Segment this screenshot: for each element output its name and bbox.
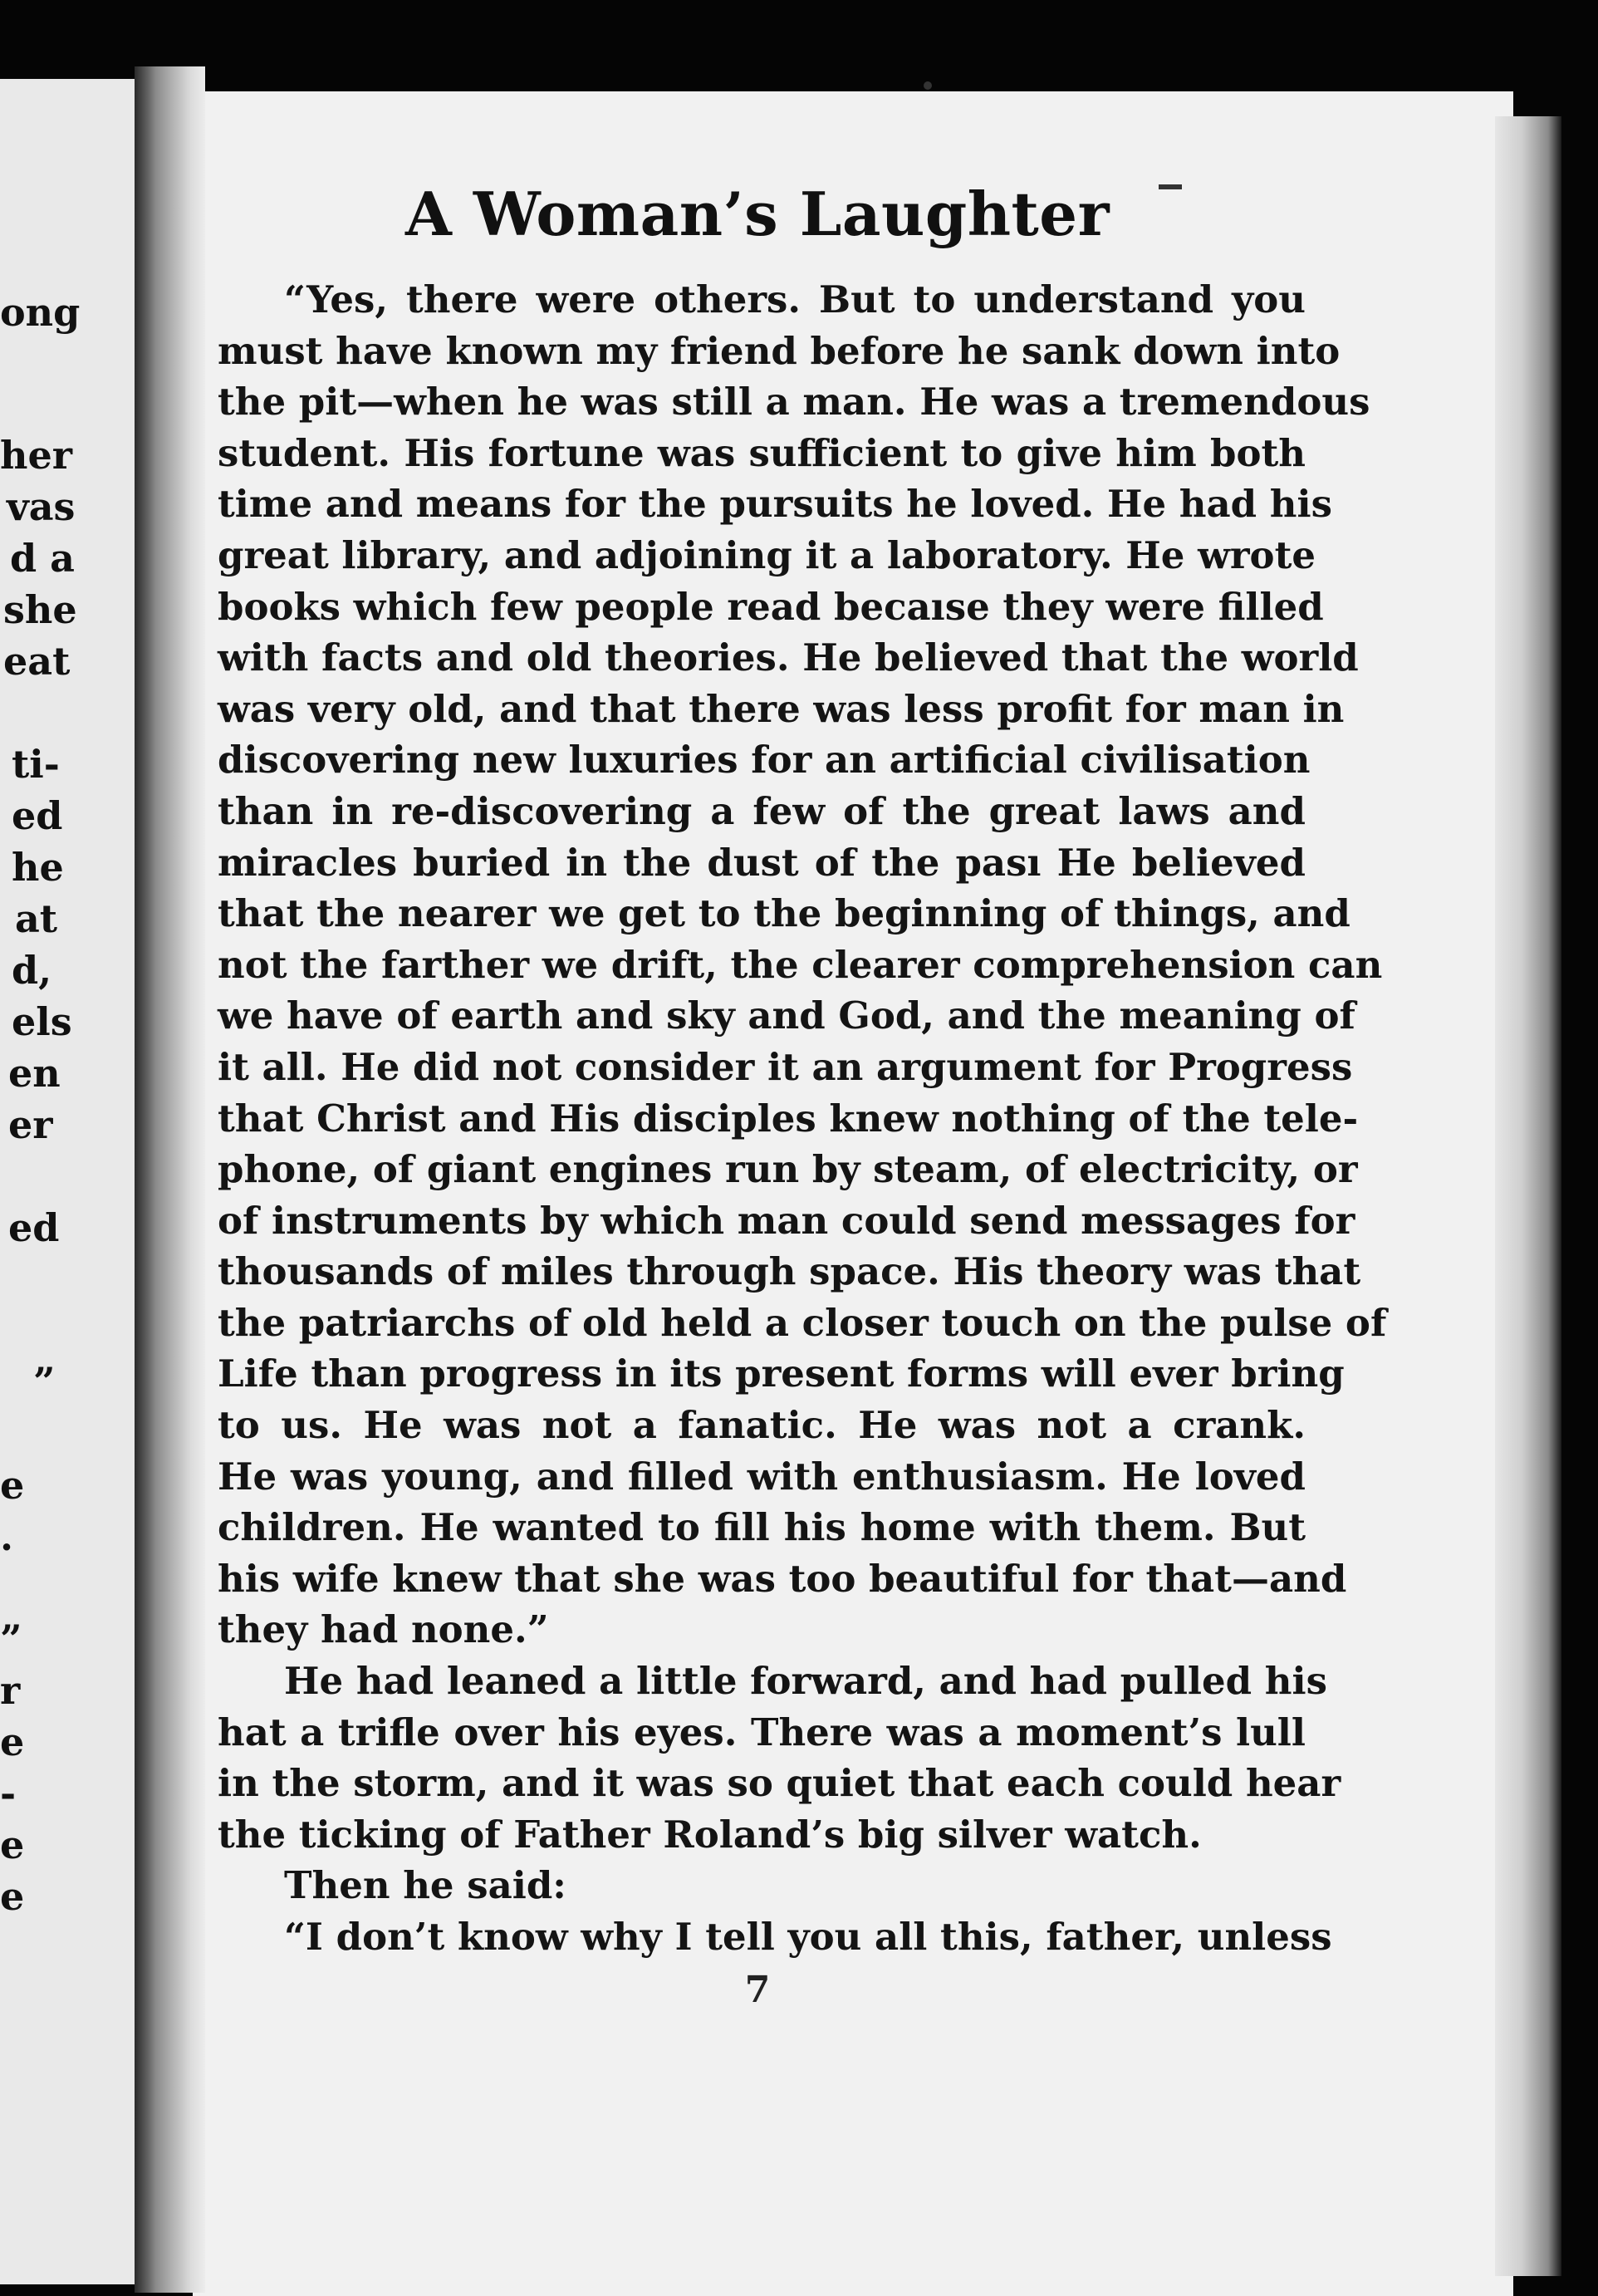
text-line: we have of earth and sky and God, and the meaning of: [218, 993, 1355, 1038]
text-line: miracles buried in the dust of the pası He believed: [218, 840, 1306, 885]
left-fragment: r: [0, 1668, 21, 1713]
text-line: was very old, and that there was less profit for man in: [218, 686, 1345, 731]
body-text: [218, 274, 1387, 1963]
left-fragment: e: [0, 1874, 25, 1919]
page-edge-shadow: [1495, 116, 1561, 2276]
text-line: He had leaned a little forward, and had pulled his: [284, 1659, 1327, 1704]
left-fragment: er: [8, 1102, 53, 1147]
text-line: discovering new luxuries for an artificial civilisation: [218, 738, 1311, 783]
text-line: hat a trifle over his eyes. There was a moment’s lull: [218, 1710, 1306, 1754]
text-line: of instruments by which man could send messages for: [218, 1198, 1355, 1243]
left-fragment: she: [3, 587, 77, 632]
left-fragment: eat: [3, 639, 71, 684]
left-fragment: d a: [10, 536, 75, 581]
text-line: that Christ and His disciples knew nothing of the tele-: [218, 1096, 1359, 1141]
binding-gutter: [135, 66, 205, 2293]
left-fragment: e: [0, 1720, 25, 1764]
left-fragment: ong: [0, 290, 81, 335]
print-speck: [924, 81, 932, 90]
text-line: must have known my friend before he sank down into: [218, 328, 1341, 373]
left-fragment: ”: [33, 1359, 56, 1404]
text-line: they had none.”: [218, 1607, 549, 1652]
left-fragment: d,: [12, 948, 52, 993]
left-fragment: her: [0, 433, 72, 478]
left-fragment: els: [12, 999, 72, 1044]
left-fragment: .: [0, 1514, 14, 1559]
text-line: books which few people read becaıse they were filled: [218, 584, 1324, 629]
left-fragment: ti-: [12, 742, 60, 787]
text-line: the pit—when he was still a man. He was a tremendous: [218, 380, 1370, 424]
text-line: than in re-discovering a few of the great laws and: [218, 788, 1306, 833]
text-line: not the farther we drift, the clearer comprehension can: [218, 942, 1383, 987]
text-line: He was young, and filled with enthusiasm. He loved: [218, 1454, 1306, 1499]
text-line: the patriarchs of old held a closer touch on the pulse of: [218, 1300, 1387, 1345]
text-line: Then he said:: [284, 1863, 566, 1908]
page-number: 7: [744, 1969, 771, 2011]
text-line: thousands of miles through space. His theory was that: [218, 1249, 1361, 1294]
text-line: “I don’t know why I tell you all this, father, unless: [284, 1915, 1332, 1959]
text-line: with facts and old theories. He believed that the world: [218, 635, 1359, 680]
left-fragment: vas: [7, 484, 76, 529]
left-fragment: ed: [12, 793, 63, 838]
left-fragment: en: [8, 1051, 61, 1096]
text-line: to us. He was not a fanatic. He was not a crank.: [218, 1403, 1306, 1448]
text-line: “Yes, there were others. But to understand you: [284, 277, 1306, 321]
left-fragment: -: [0, 1771, 17, 1816]
left-fragment: e: [0, 1823, 25, 1867]
text-line: the ticking of Father Roland’s big silver watch.: [218, 1812, 1202, 1857]
page-title: A Woman’s Laughter: [404, 179, 1110, 249]
text-line: his wife knew that she was too beautiful for that—and: [218, 1556, 1347, 1601]
left-fragment: ”: [0, 1617, 22, 1661]
text-line: time and means for the pursuits he loved. He had his: [218, 482, 1332, 527]
text-line: it all. He did not consider it an argument for Progress: [218, 1044, 1353, 1089]
left-fragment: he: [12, 845, 64, 890]
left-fragment: at: [15, 896, 58, 941]
left-fragment: e: [0, 1463, 25, 1508]
text-line: Life than progress in its present forms will ever bring: [218, 1352, 1345, 1396]
text-line: in the storm, and it was so quiet that each could hear: [218, 1761, 1341, 1806]
text-line: phone, of giant engines run by steam, of electricity, or: [218, 1147, 1358, 1192]
text-line: great library, and adjoining it a laboratory. He wrote: [218, 532, 1316, 577]
left-page-text-fragments: [0, 79, 148, 2284]
text-line: that the nearer we get to the beginning of things, and: [218, 891, 1350, 936]
left-fragment: ed: [8, 1205, 60, 1250]
text-line: children. He wanted to fill his home with them. But: [218, 1505, 1306, 1550]
text-line: student. His fortune was sufficient to give him both: [218, 430, 1306, 475]
left-facing-page: [0, 79, 148, 2284]
